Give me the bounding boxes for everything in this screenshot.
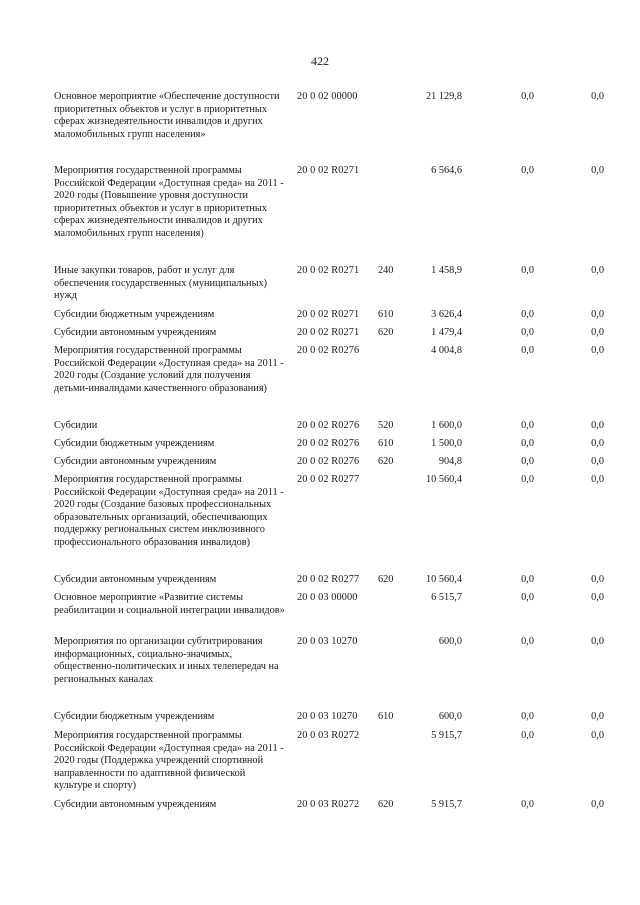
row-amount: 1 600,0 [431, 420, 462, 431]
row-value-3: 0,0 [591, 636, 604, 647]
row-name: Иные закупки товаров, работ и услуг для обеспечения государственных (муниципальных) нужд [54, 265, 268, 302]
row-value-2: 0,0 [521, 456, 534, 467]
row-code: 20 0 02 R0277 [297, 574, 360, 585]
row-amount: 1 479,4 [431, 327, 462, 338]
row-code: 20 0 03 R0272 [297, 799, 360, 810]
row-value-3: 0,0 [591, 438, 604, 449]
row-value-3: 0,0 [591, 91, 604, 102]
row-name: Субсидии автономным учреждениям [54, 799, 217, 810]
row-value-3: 0,0 [591, 345, 604, 356]
row-value-3: 0,0 [591, 711, 604, 722]
row-code: 20 0 02 R0276 [297, 345, 360, 356]
row-name: Основное мероприятие «Обеспечение доступности приоритетных объектов и услуг в приоритетных сферах жизнедеятельности инвалидов и других маломобильных групп населения» [54, 91, 280, 140]
row-name: Субсидии бюджетным учреждениям [54, 711, 215, 722]
row-name: Мероприятия государственной программы Российской Федерации «Доступная среда» на 2011 - 2020 годы (Создание условий для получения детьми-инвалидами качественного образования) [54, 345, 284, 394]
row-value-2: 0,0 [521, 574, 534, 585]
row-value-3: 0,0 [591, 265, 604, 276]
row-name: Субсидии автономным учреждениям [54, 456, 217, 467]
row-name: Основное мероприятие «Развитие системы реабилитации и социальной интеграции инвалидов» [54, 592, 285, 616]
row-kind: 620 [378, 799, 394, 810]
row-value-2: 0,0 [521, 730, 534, 741]
row-value-2: 0,0 [521, 636, 534, 647]
row-code: 20 0 02 R0276 [297, 456, 360, 467]
row-amount: 3 626,4 [431, 309, 462, 320]
row-code: 20 0 02 R0271 [297, 265, 360, 276]
row-kind: 240 [378, 265, 394, 276]
row-amount: 904,8 [438, 456, 462, 467]
row-amount: 5 915,7 [431, 799, 462, 810]
row-code: 20 0 03 R0272 [297, 730, 360, 741]
page-number: 422 [311, 54, 329, 68]
row-name: Субсидии автономным учреждениям [54, 574, 217, 585]
row-value-2: 0,0 [521, 711, 534, 722]
row-value-3: 0,0 [591, 730, 604, 741]
row-value-2: 0,0 [521, 165, 534, 176]
row-value-3: 0,0 [591, 309, 604, 320]
row-value-2: 0,0 [521, 345, 534, 356]
row-code: 20 0 02 R0276 [297, 420, 360, 431]
row-name: Мероприятия государственной программы Российской Федерации «Доступная среда» на 2011 - 2020 годы (Создание базовых профессиональных образовательных организаций, обеспечивающих поддержку региональных систем инклюзивного профессионального образования инвалидов) [54, 474, 284, 548]
row-value-3: 0,0 [591, 327, 604, 338]
row-name: Субсидии бюджетным учреждениям [54, 438, 215, 449]
row-value-2: 0,0 [521, 438, 534, 449]
row-amount: 1 458,9 [431, 265, 462, 276]
row-kind: 610 [378, 711, 394, 722]
row-code: 20 0 02 00000 [297, 91, 358, 102]
row-amount: 1 500,0 [431, 438, 462, 449]
row-code: 20 0 02 R0271 [297, 327, 360, 338]
row-value-3: 0,0 [591, 574, 604, 585]
row-value-2: 0,0 [521, 265, 534, 276]
row-kind: 620 [378, 327, 394, 338]
row-value-2: 0,0 [521, 420, 534, 431]
row-code: 20 0 03 10270 [297, 711, 358, 722]
row-value-3: 0,0 [591, 592, 604, 603]
row-kind: 620 [378, 456, 394, 467]
row-amount: 21 129,8 [425, 91, 462, 102]
row-value-2: 0,0 [521, 91, 534, 102]
row-name: Мероприятия по организации субтитрирования информационных, социально-значимых, общественно-политических и иных телепередач на региональных каналах [54, 636, 279, 685]
row-code: 20 0 02 R0277 [297, 474, 360, 485]
row-amount: 10 560,4 [425, 474, 462, 485]
row-amount: 10 560,4 [425, 574, 462, 585]
row-value-2: 0,0 [521, 327, 534, 338]
row-kind: 610 [378, 438, 394, 449]
row-code: 20 0 03 00000 [297, 592, 358, 603]
row-code: 20 0 02 R0271 [297, 165, 360, 176]
row-code: 20 0 02 R0276 [297, 438, 360, 449]
row-name: Мероприятия государственной программы Российской Федерации «Доступная среда» на 2011 - 2020 годы (Поддержка учреждений спортивной направленности по адаптивной физической культуре и спорту) [54, 730, 284, 792]
row-code: 20 0 02 R0271 [297, 309, 360, 320]
row-kind: 610 [378, 309, 394, 320]
row-amount: 5 915,7 [431, 730, 462, 741]
row-value-3: 0,0 [591, 474, 604, 485]
row-value-2: 0,0 [521, 474, 534, 485]
row-value-2: 0,0 [521, 309, 534, 320]
row-value-3: 0,0 [591, 165, 604, 176]
row-amount: 600,0 [438, 711, 462, 722]
row-name: Мероприятия государственной программы Российской Федерации «Доступная среда» на 2011 - 2020 годы (Повышение уровня доступности приоритетных объектов и услуг в приоритетных сферах жизнедеятельности инвалидов и других маломобильных групп населения) [54, 165, 284, 239]
row-value-3: 0,0 [591, 799, 604, 810]
row-name: Субсидии [54, 420, 98, 431]
row-code: 20 0 03 10270 [297, 636, 358, 647]
row-name: Субсидии бюджетным учреждениям [54, 309, 215, 320]
row-value-2: 0,0 [521, 799, 534, 810]
row-amount: 4 004,8 [431, 345, 462, 356]
row-name: Субсидии автономным учреждениям [54, 327, 217, 338]
row-kind: 620 [378, 574, 394, 585]
row-value-3: 0,0 [591, 456, 604, 467]
row-amount: 6 564,6 [431, 165, 462, 176]
row-kind: 520 [378, 420, 394, 431]
row-value-2: 0,0 [521, 592, 534, 603]
row-amount: 600,0 [438, 636, 462, 647]
row-amount: 6 515,7 [431, 592, 462, 603]
row-value-3: 0,0 [591, 420, 604, 431]
